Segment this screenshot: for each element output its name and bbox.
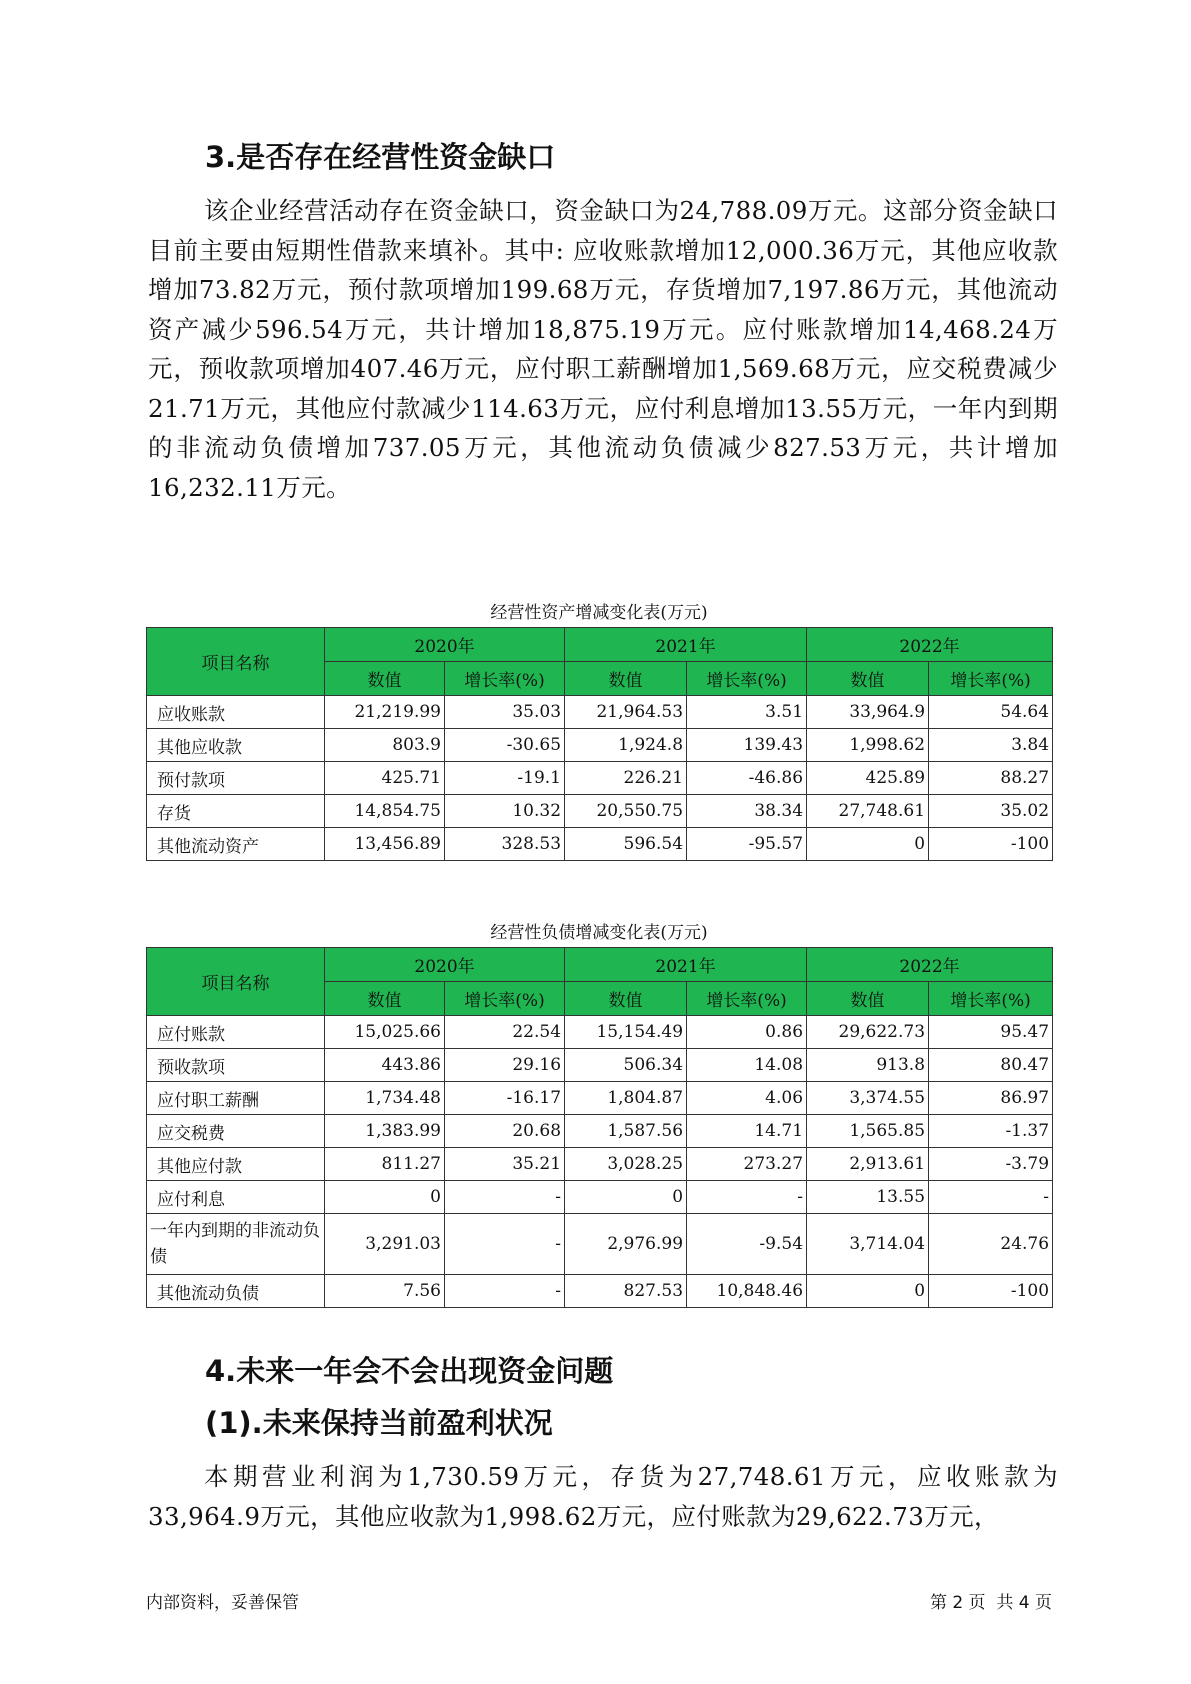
growth-2021: 3.51 (687, 696, 807, 729)
paragraph-line: 本期营业利润为1,730.59万元，存货为27,748.61万元，应收账款为 (204, 1462, 1058, 1491)
growth-2022: 86.97 (929, 1082, 1053, 1115)
value-2022: 1,998.62 (807, 729, 929, 762)
value-2022: 2,913.61 (807, 1148, 929, 1181)
footer-page-number: 第 2 页 共 4 页 (929, 1593, 1052, 1613)
value-2022: 425.89 (807, 762, 929, 795)
growth-2022: 80.47 (929, 1049, 1053, 1082)
asset-table-caption: 经营性资产增减变化表(万元) (490, 603, 708, 623)
paragraph-line: 增加14,468.24万元，预收款项增加407.46万元，应付职工薪酬增加 (148, 314, 1058, 383)
value-2021: 827.53 (565, 1275, 687, 1308)
growth-2021: -9.54 (687, 1214, 807, 1275)
growth-2022: 24.76 (929, 1214, 1053, 1275)
value-2020: 425.71 (325, 762, 445, 795)
asset-table (146, 627, 1053, 861)
table-row (147, 762, 1053, 795)
section3-paragraph (148, 191, 1058, 507)
growth-2021: 0.86 (687, 1016, 807, 1049)
value-2022: 0 (807, 1275, 929, 1308)
paragraph-line: 金缺口目前主要由短期性借款来填补。其中: 应收账款增加12,000.36万元， (148, 196, 1058, 265)
value-2021: 3,028.25 (565, 1148, 687, 1181)
growth-2020: 35.03 (445, 696, 565, 729)
header-growth: 增长率(%) (929, 662, 1053, 696)
growth-2020: -19.1 (445, 762, 565, 795)
value-2021: 1,587.56 (565, 1115, 687, 1148)
paragraph-line: 万元，其他流动资产减少596.54万元，共计增加18,875.19万元。应付账款 (148, 275, 1058, 344)
growth-2020: - (445, 1214, 565, 1275)
header-growth: 增长率(%) (687, 662, 807, 696)
table-row (147, 1214, 1053, 1275)
growth-2020: - (445, 1275, 565, 1308)
value-2020: 803.9 (325, 729, 445, 762)
table-row (147, 1016, 1053, 1049)
value-2021: 596.54 (565, 828, 687, 861)
growth-2021: 273.27 (687, 1148, 807, 1181)
header-2021: 2021年 (565, 628, 807, 662)
header-value: 数值 (807, 662, 929, 696)
growth-2021: - (687, 1181, 807, 1214)
growth-2021: 10,848.46 (687, 1275, 807, 1308)
value-2020: 15,025.66 (325, 1016, 445, 1049)
value-2020: 443.86 (325, 1049, 445, 1082)
value-2021: 2,976.99 (565, 1214, 687, 1275)
value-2022: 29,622.73 (807, 1016, 929, 1049)
header-2022: 2022年 (807, 948, 1053, 982)
table-row (147, 696, 1053, 729)
row-name: 一年内到期的非流动负债 (147, 1214, 325, 1275)
value-2021: 15,154.49 (565, 1016, 687, 1049)
section4-paragraph (148, 1457, 1058, 1536)
value-2022: 3,714.04 (807, 1214, 929, 1275)
growth-2021: 4.06 (687, 1082, 807, 1115)
growth-2020: 29.16 (445, 1049, 565, 1082)
value-2020: 7.56 (325, 1275, 445, 1308)
header-2020: 2020年 (325, 948, 565, 982)
header-item-name: 项目名称 (147, 948, 325, 1016)
growth-2022: - (929, 1181, 1053, 1214)
growth-2020: 35.21 (445, 1148, 565, 1181)
value-2022: 3,374.55 (807, 1082, 929, 1115)
paragraph-line: 动负债减少827.53万元，共计增加16,232.11万元。 (148, 433, 1058, 502)
growth-2022: -100 (929, 1275, 1053, 1308)
value-2022: 13.55 (807, 1181, 929, 1214)
header-value: 数值 (325, 662, 445, 696)
growth-2021: 139.43 (687, 729, 807, 762)
header-value: 数值 (565, 982, 687, 1016)
growth-2021: 14.71 (687, 1115, 807, 1148)
header-item-name: 项目名称 (147, 628, 325, 696)
section4-subheading: (1).未来保持当前盈利状况 (205, 1406, 553, 1440)
row-name: 其他流动资产 (147, 828, 325, 861)
value-2020: 14,854.75 (325, 795, 445, 828)
paragraph-line: 33,964.9万元，其他应收款为1,998.62万元，应付账款为29,622.73万元， (148, 1501, 999, 1531)
table-row (147, 1181, 1053, 1214)
row-name: 存货 (147, 795, 325, 828)
header-2020: 2020年 (325, 628, 565, 662)
growth-2020: 10.32 (445, 795, 565, 828)
value-2021: 20,550.75 (565, 795, 687, 828)
header-value: 数值 (807, 982, 929, 1016)
table-row (147, 1082, 1053, 1115)
value-2020: 3,291.03 (325, 1214, 445, 1275)
value-2021: 1,804.87 (565, 1082, 687, 1115)
table-row (147, 1148, 1053, 1181)
row-name: 其他应收款 (147, 729, 325, 762)
value-2020: 21,219.99 (325, 696, 445, 729)
header-value: 数值 (565, 662, 687, 696)
growth-2020: -16.17 (445, 1082, 565, 1115)
value-2022: 913.8 (807, 1049, 929, 1082)
table-row (147, 1115, 1053, 1148)
table-row (147, 828, 1053, 861)
growth-2021: 38.34 (687, 795, 807, 828)
growth-2020: - (445, 1181, 565, 1214)
paragraph-line: 1,569.68万元，应交税费减少21.71万元，其他应付款减少114.63万元，应 (148, 354, 1058, 423)
header-growth: 增长率(%) (929, 982, 1053, 1016)
value-2022: 1,565.85 (807, 1115, 929, 1148)
row-name: 应收账款 (147, 696, 325, 729)
row-name: 预收款项 (147, 1049, 325, 1082)
liability-table-caption: 经营性负债增减变化表(万元) (490, 923, 708, 943)
value-2021: 21,964.53 (565, 696, 687, 729)
table-row (147, 729, 1053, 762)
row-name: 其他流动负债 (147, 1275, 325, 1308)
growth-2021: -46.86 (687, 762, 807, 795)
growth-2020: 20.68 (445, 1115, 565, 1148)
growth-2022: 95.47 (929, 1016, 1053, 1049)
value-2021: 0 (565, 1181, 687, 1214)
growth-2022: -100 (929, 828, 1053, 861)
growth-2022: 88.27 (929, 762, 1053, 795)
footer-confidential: 内部资料，妥善保管 (146, 1593, 299, 1613)
row-name: 应交税费 (147, 1115, 325, 1148)
row-name: 预付款项 (147, 762, 325, 795)
growth-2020: 328.53 (445, 828, 565, 861)
value-2021: 506.34 (565, 1049, 687, 1082)
growth-2020: -30.65 (445, 729, 565, 762)
growth-2022: -3.79 (929, 1148, 1053, 1181)
liability-table (146, 947, 1053, 1308)
value-2020: 1,734.48 (325, 1082, 445, 1115)
growth-2020: 22.54 (445, 1016, 565, 1049)
row-name: 应付利息 (147, 1181, 325, 1214)
value-2022: 0 (807, 828, 929, 861)
growth-2021: -95.57 (687, 828, 807, 861)
row-name: 应付职工薪酬 (147, 1082, 325, 1115)
header-growth: 增长率(%) (687, 982, 807, 1016)
value-2020: 0 (325, 1181, 445, 1214)
value-2021: 1,924.8 (565, 729, 687, 762)
table-row (147, 1275, 1053, 1308)
header-value: 数值 (325, 982, 445, 1016)
section3-heading: 3.是否存在经营性资金缺口 (205, 140, 556, 174)
table-row (147, 795, 1053, 828)
header-2021: 2021年 (565, 948, 807, 982)
growth-2022: 3.84 (929, 729, 1053, 762)
header-growth: 增长率(%) (445, 982, 565, 1016)
growth-2021: 14.08 (687, 1049, 807, 1082)
growth-2022: -1.37 (929, 1115, 1053, 1148)
header-growth: 增长率(%) (445, 662, 565, 696)
value-2020: 1,383.99 (325, 1115, 445, 1148)
growth-2022: 35.02 (929, 795, 1053, 828)
growth-2022: 54.64 (929, 696, 1053, 729)
value-2020: 811.27 (325, 1148, 445, 1181)
row-name: 应付账款 (147, 1016, 325, 1049)
value-2020: 13,456.89 (325, 828, 445, 861)
paragraph-line: 付利息增加13.55万元，一年内到期的非流动负债增加737.05万元，其他流 (148, 393, 1058, 462)
value-2022: 33,964.9 (807, 696, 929, 729)
paragraph-line: 其他应收款增加73.82万元，预付款项增加199.68万元，存货增加7,197.86 (148, 235, 1058, 304)
value-2021: 226.21 (565, 762, 687, 795)
table-row (147, 1049, 1053, 1082)
row-name: 其他应付款 (147, 1148, 325, 1181)
paragraph-line: 该企业经营活动存在资金缺口，资金缺口为24,788.09万元。这部分资 (204, 196, 984, 225)
header-2022: 2022年 (807, 628, 1053, 662)
section4-heading: 4.未来一年会不会出现资金问题 (205, 1354, 614, 1388)
value-2022: 27,748.61 (807, 795, 929, 828)
